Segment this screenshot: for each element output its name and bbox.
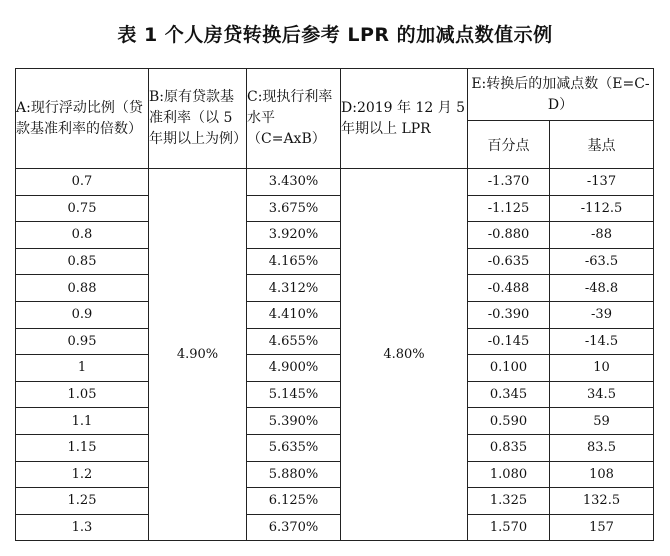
- cell-current-rate: 5.390%: [247, 408, 341, 435]
- cell-basis-points: -39: [550, 301, 654, 328]
- cell-current-rate: 3.920%: [247, 222, 341, 249]
- cell-basis-points: -48.8: [550, 275, 654, 302]
- cell-floating-ratio: 0.9: [16, 301, 149, 328]
- cell-base-rate: 4.90%: [149, 169, 247, 541]
- cell-percentage-points: -0.145: [468, 328, 550, 355]
- cell-percentage-points: -1.125: [468, 195, 550, 222]
- cell-percentage-points: 1.325: [468, 488, 550, 515]
- cell-floating-ratio: 0.75: [16, 195, 149, 222]
- cell-floating-ratio: 1.3: [16, 514, 149, 541]
- cell-floating-ratio: 1.1: [16, 408, 149, 435]
- cell-percentage-points: 0.590: [468, 408, 550, 435]
- header-b: B:原有贷款基准利率（以 5 年期以上为例）: [149, 69, 247, 169]
- cell-basis-points: 108: [550, 461, 654, 488]
- table-row: [16, 461, 654, 488]
- cell-current-rate: 4.410%: [247, 301, 341, 328]
- cell-basis-points: 59: [550, 408, 654, 435]
- cell-percentage-points: 0.345: [468, 381, 550, 408]
- table-row: [16, 169, 654, 196]
- cell-percentage-points: -0.635: [468, 248, 550, 275]
- cell-floating-ratio: 1.15: [16, 434, 149, 461]
- cell-basis-points: -63.5: [550, 248, 654, 275]
- cell-percentage-points: 0.835: [468, 434, 550, 461]
- table-row: [16, 381, 654, 408]
- cell-floating-ratio: 1.2: [16, 461, 149, 488]
- header-e-basis-points: 基点: [550, 121, 654, 169]
- cell-floating-ratio: 0.88: [16, 275, 149, 302]
- header-c: C:现执行利率水平（C=AxB）: [247, 69, 341, 169]
- cell-floating-ratio: 0.95: [16, 328, 149, 355]
- cell-basis-points: -112.5: [550, 195, 654, 222]
- header-e: E:转换后的加减点数（E=C-D）: [468, 69, 654, 121]
- table-row: [16, 355, 654, 382]
- table-row: [16, 408, 654, 435]
- cell-current-rate: 4.165%: [247, 248, 341, 275]
- header-a: A:现行浮动比例（贷款基准利率的倍数）: [16, 69, 149, 169]
- table-row: [16, 222, 654, 249]
- cell-current-rate: 6.125%: [247, 488, 341, 515]
- cell-lpr: 4.80%: [341, 169, 468, 541]
- cell-floating-ratio: 1: [16, 355, 149, 382]
- cell-floating-ratio: 0.7: [16, 169, 149, 196]
- cell-basis-points: 132.5: [550, 488, 654, 515]
- lpr-table: [15, 68, 654, 541]
- cell-basis-points: 83.5: [550, 434, 654, 461]
- table-row: [16, 328, 654, 355]
- cell-basis-points: 10: [550, 355, 654, 382]
- cell-percentage-points: -1.370: [468, 169, 550, 196]
- cell-floating-ratio: 0.8: [16, 222, 149, 249]
- table-row: [16, 195, 654, 222]
- cell-basis-points: 157: [550, 514, 654, 541]
- cell-current-rate: 3.430%: [247, 169, 341, 196]
- cell-floating-ratio: 1.05: [16, 381, 149, 408]
- cell-current-rate: 4.900%: [247, 355, 341, 382]
- cell-basis-points: 34.5: [550, 381, 654, 408]
- cell-basis-points: -88: [550, 222, 654, 249]
- cell-percentage-points: -0.488: [468, 275, 550, 302]
- cell-percentage-points: 0.100: [468, 355, 550, 382]
- cell-current-rate: 5.635%: [247, 434, 341, 461]
- cell-floating-ratio: 1.25: [16, 488, 149, 515]
- cell-current-rate: 3.675%: [247, 195, 341, 222]
- cell-current-rate: 4.655%: [247, 328, 341, 355]
- table-body: [16, 169, 654, 541]
- header-d: D:2019 年 12 月 5 年期以上 LPR: [341, 69, 468, 169]
- cell-current-rate: 4.312%: [247, 275, 341, 302]
- cell-floating-ratio: 0.85: [16, 248, 149, 275]
- cell-percentage-points: 1.570: [468, 514, 550, 541]
- header-e-percentage-points: 百分点: [468, 121, 550, 169]
- cell-current-rate: 6.370%: [247, 514, 341, 541]
- cell-basis-points: -137: [550, 169, 654, 196]
- cell-percentage-points: -0.880: [468, 222, 550, 249]
- table-row: [16, 514, 654, 541]
- cell-current-rate: 5.880%: [247, 461, 341, 488]
- table-row: [16, 434, 654, 461]
- table-row: [16, 275, 654, 302]
- cell-current-rate: 5.145%: [247, 381, 341, 408]
- table-row: [16, 248, 654, 275]
- table-row: [16, 488, 654, 515]
- table-row: [16, 301, 654, 328]
- cell-percentage-points: -0.390: [468, 301, 550, 328]
- cell-percentage-points: 1.080: [468, 461, 550, 488]
- table-title: 表 1 个人房贷转换后参考 LPR 的加减点数值示例: [117, 24, 553, 46]
- cell-basis-points: -14.5: [550, 328, 654, 355]
